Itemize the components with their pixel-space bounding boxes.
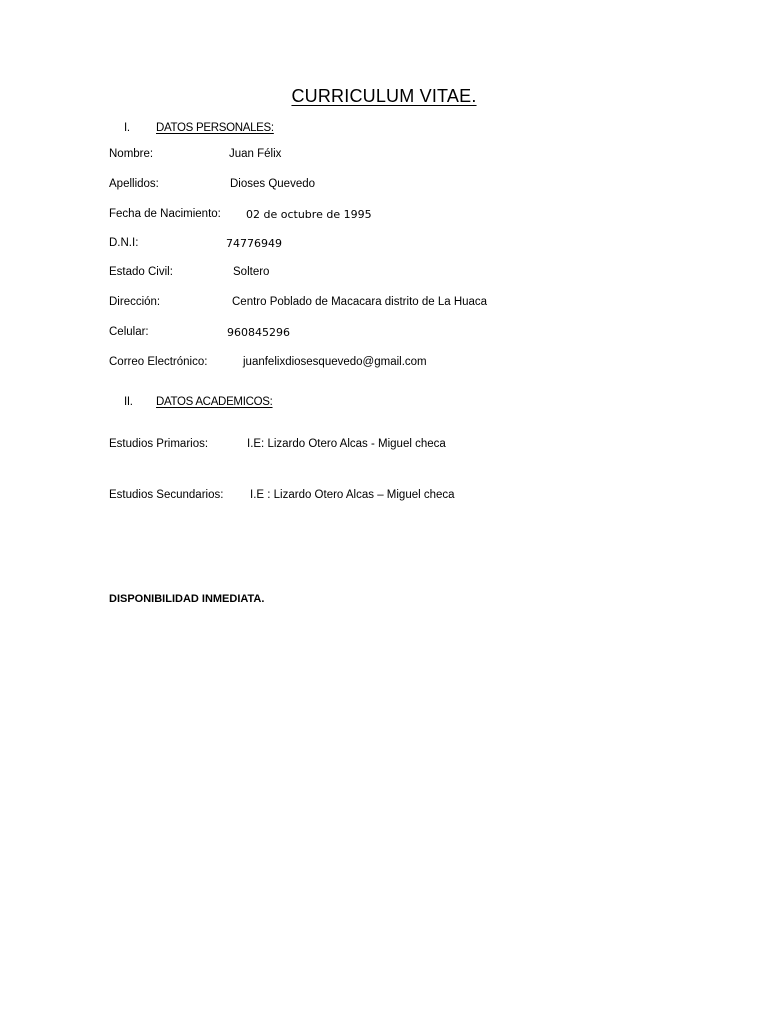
field-value: 960845296 xyxy=(227,326,290,339)
field-label: Correo Electrónico: xyxy=(109,356,208,368)
document-title: CURRICULUM VITAE. xyxy=(291,86,477,106)
field-value: 02 de octubre de 1995 xyxy=(246,208,372,221)
field-value: 74776949 xyxy=(226,237,282,250)
section-title: DATOS ACADEMICOS: xyxy=(156,396,273,408)
section-number: I. xyxy=(124,122,130,134)
field-value: juanfelixdiosesquevedo@gmail.com xyxy=(243,356,427,368)
field-value: Dioses Quevedo xyxy=(230,178,316,190)
field-value: I.E: Lizardo Otero Alcas - Miguel checa xyxy=(247,438,446,450)
availability-note: DISPONIBILIDAD INMEDIATA. xyxy=(109,593,265,605)
field-label: Celular: xyxy=(109,326,149,338)
field-label: Nombre: xyxy=(109,148,154,160)
field-label: Estudios Secundarios: xyxy=(109,489,224,501)
field-label: Estado Civil: xyxy=(109,266,173,278)
field-label: Fecha de Nacimiento: xyxy=(109,208,221,220)
field-value: I.E : Lizardo Otero Alcas – Miguel checa xyxy=(250,489,455,501)
field-label: D.N.I: xyxy=(109,237,139,249)
section-title: DATOS PERSONALES: xyxy=(156,122,274,134)
field-label: Estudios Primarios: xyxy=(109,438,209,450)
field-value: Soltero xyxy=(233,266,270,278)
field-label: Apellidos: xyxy=(109,178,159,190)
section-heading-academic xyxy=(124,396,273,408)
section-heading-personal xyxy=(124,122,274,134)
field-label: Dirección: xyxy=(109,296,161,308)
field-value: Centro Poblado de Macacara distrito de La Huaca xyxy=(232,296,488,308)
section-number: II. xyxy=(124,396,133,408)
field-value: Juan Félix xyxy=(229,148,282,160)
